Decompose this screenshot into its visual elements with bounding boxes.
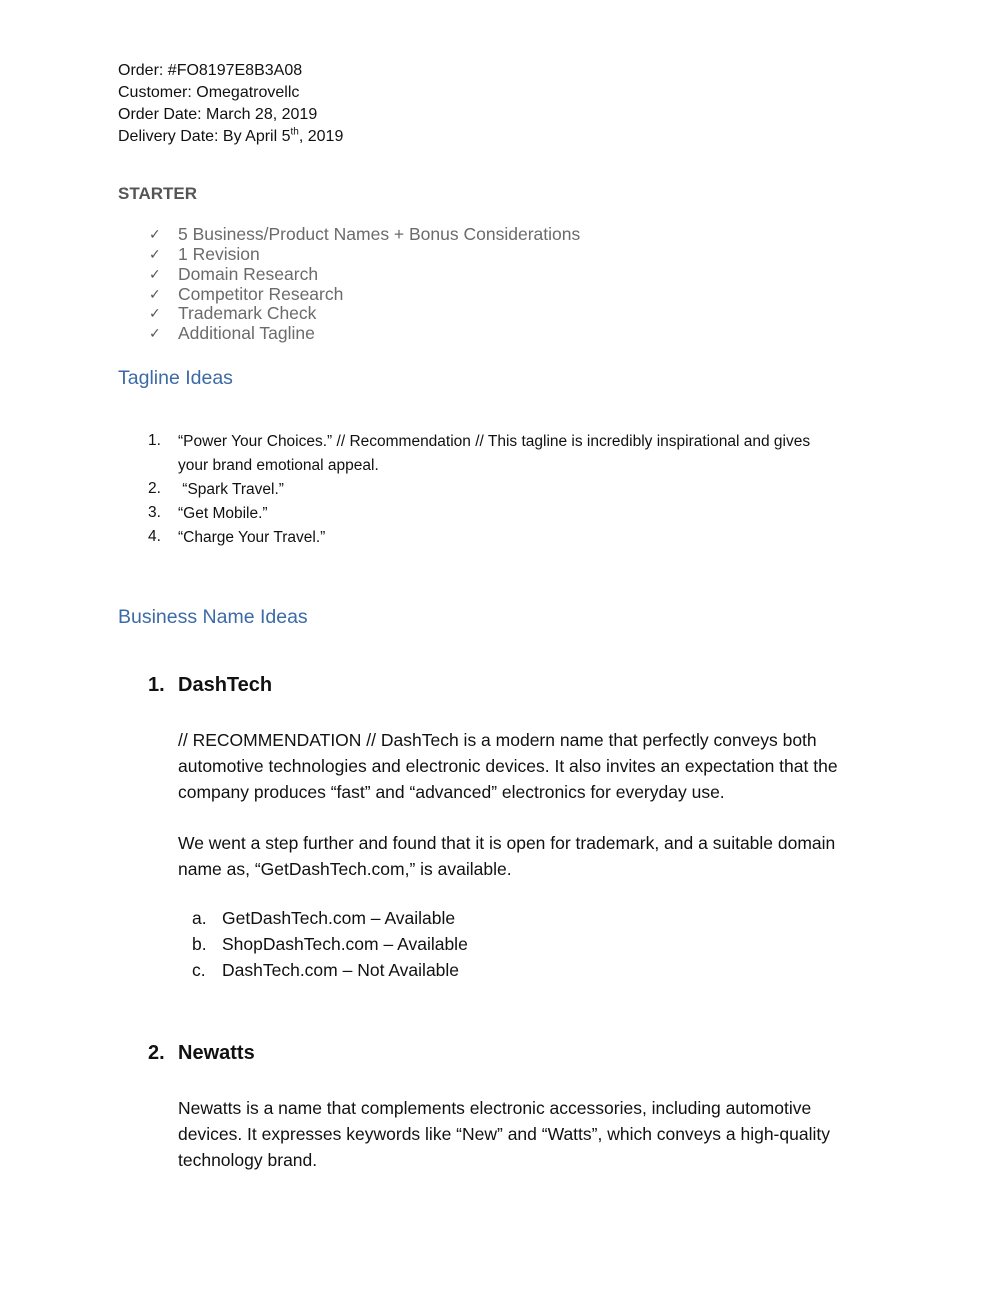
tagline-text: “Get Mobile.”: [178, 505, 268, 522]
order-date: Order Date: March 28, 2019: [118, 106, 318, 123]
business-name-title: Newatts: [178, 1042, 255, 1064]
starter-item-label: Trademark Check: [178, 303, 317, 323]
checkmark-icon: ✓: [149, 286, 161, 302]
tagline-number: 2.: [148, 480, 161, 497]
tagline-item: [0, 478, 1004, 502]
starter-heading: STARTER: [118, 184, 198, 203]
order-number: Order: #FO8197E8B3A08: [118, 62, 303, 79]
checkmark-icon: ✓: [149, 266, 161, 282]
business-name-number: 1.: [148, 674, 165, 696]
starter-item-label: 5 Business/Product Names + Bonus Considerations: [178, 224, 581, 244]
business-name-heading: [0, 674, 1004, 700]
delivery-date-prefix: Delivery Date: By April 5: [118, 128, 291, 145]
tagline-text: “Spark Travel.”: [178, 481, 284, 498]
domain-item: [0, 960, 1004, 984]
tagline-number: 3.: [148, 504, 161, 521]
checkmark-icon: ✓: [149, 246, 161, 262]
tagline-text: “Charge Your Travel.”: [178, 529, 326, 546]
tagline-ideas-heading: Tagline Ideas: [118, 367, 233, 389]
delivery-date-ordinal: th: [290, 126, 299, 138]
tagline-number: 1.: [148, 432, 161, 449]
domain-item-letter: a.: [192, 908, 207, 928]
domain-item-text: DashTech.com – Not Available: [222, 960, 460, 980]
tagline-item: [0, 430, 1004, 480]
delivery-date: [118, 126, 343, 148]
domain-item-text: GetDashTech.com – Available: [222, 908, 456, 928]
business-description: // RECOMMENDATION // DashTech is a modern name that perfectly conveys both automotive technologies and electronic devices. It also invites an expectation that the company produces “fast” and “advanced” electronics for everyday use.: [178, 730, 838, 802]
business-name-number: 2.: [148, 1042, 165, 1064]
business-description: Newatts is a name that complements electronic accessories, including automotive devices. It expresses keywords like “New” and “Watts”, which conveys a high-quality technology brand.: [178, 1098, 830, 1170]
tagline-item: [0, 526, 1004, 550]
starter-item: [0, 284, 1004, 304]
starter-item: [0, 264, 1004, 284]
domain-item: [0, 934, 1004, 958]
customer-name: Customer: Omegatrovellc: [118, 84, 300, 101]
business-name-title: DashTech: [178, 674, 273, 696]
starter-item: [0, 224, 1004, 244]
domain-item-letter: c.: [192, 960, 206, 980]
tagline-text-continued: your brand emotional appeal.: [178, 457, 379, 474]
starter-item-label: Domain Research: [178, 264, 319, 284]
tagline-text: “Power Your Choices.” // Recommendation // This tagline is incredibly inspirational and gives: [178, 433, 811, 450]
tagline-number: 4.: [148, 528, 161, 545]
business-name-heading: [0, 1042, 1004, 1068]
business-name-ideas-heading: Business Name Ideas: [118, 606, 308, 628]
domain-item: [0, 908, 1004, 932]
domain-item-text: ShopDashTech.com – Available: [222, 934, 468, 954]
checkmark-icon: ✓: [149, 226, 161, 242]
domain-item-letter: b.: [192, 934, 207, 954]
starter-item: [0, 323, 1004, 343]
starter-item-label: 1 Revision: [178, 244, 260, 264]
starter-item-label: Competitor Research: [178, 284, 344, 304]
starter-item: [0, 303, 1004, 323]
checkmark-icon: ✓: [149, 305, 161, 321]
starter-item: [0, 244, 1004, 264]
checkmark-icon: ✓: [149, 325, 161, 341]
business-description: We went a step further and found that it is open for trademark, and a suitable domain name as, “GetDashTech.com,” is available.: [178, 833, 836, 879]
delivery-date-suffix: , 2019: [298, 128, 344, 145]
starter-item-label: Additional Tagline: [178, 323, 315, 343]
tagline-item: [0, 502, 1004, 526]
